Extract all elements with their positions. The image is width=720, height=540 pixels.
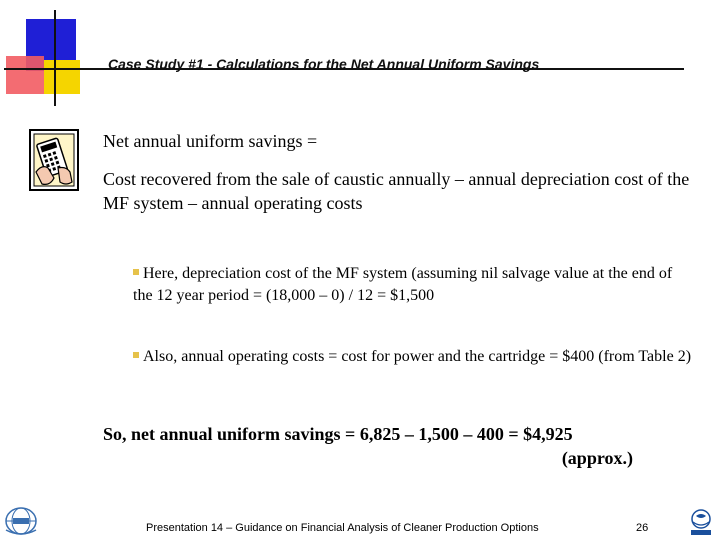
decorative-vertical-line <box>54 10 56 106</box>
savings-result-line2: (approx.) <box>561 448 633 468</box>
savings-definition: Cost recovered from the sale of caustic annually – annual depreciation cost of the MF system – annual operating costs <box>103 169 690 213</box>
bullet-marker <box>133 269 139 275</box>
unido-logo <box>4 506 38 536</box>
page-number: 26 <box>636 522 649 534</box>
unep-logo <box>686 508 716 536</box>
slide-title: Case Study #1 - Calculations for the Net Annual Uniform Savings <box>108 56 540 72</box>
savings-equation-heading: Net annual uniform savings = <box>103 131 318 151</box>
bullet-depreciation <box>133 263 693 307</box>
calculator-icon <box>28 128 80 192</box>
decorative-red-block <box>6 56 44 94</box>
savings-result <box>103 422 633 470</box>
savings-result-line1: So, net annual uniform savings = 6,825 – 1,500 – 400 = $4,925 <box>103 424 573 444</box>
bullet-depreciation-text: Here, depreciation cost of the MF system (assuming nil salvage value at the end of the 12 year period = (18,000 – 0) / 12 = $1,500 <box>133 265 673 304</box>
bullet-operating-costs-text: Also, annual operating costs = cost for power and the cartridge = $400 (from Table 2) <box>143 348 692 365</box>
decorative-yellow-block <box>44 60 80 94</box>
footer-text: Presentation 14 – Guidance on Financial Analysis of Cleaner Production Options <box>146 522 539 534</box>
bullet-marker <box>133 352 139 358</box>
bullet-operating-costs <box>133 346 693 368</box>
